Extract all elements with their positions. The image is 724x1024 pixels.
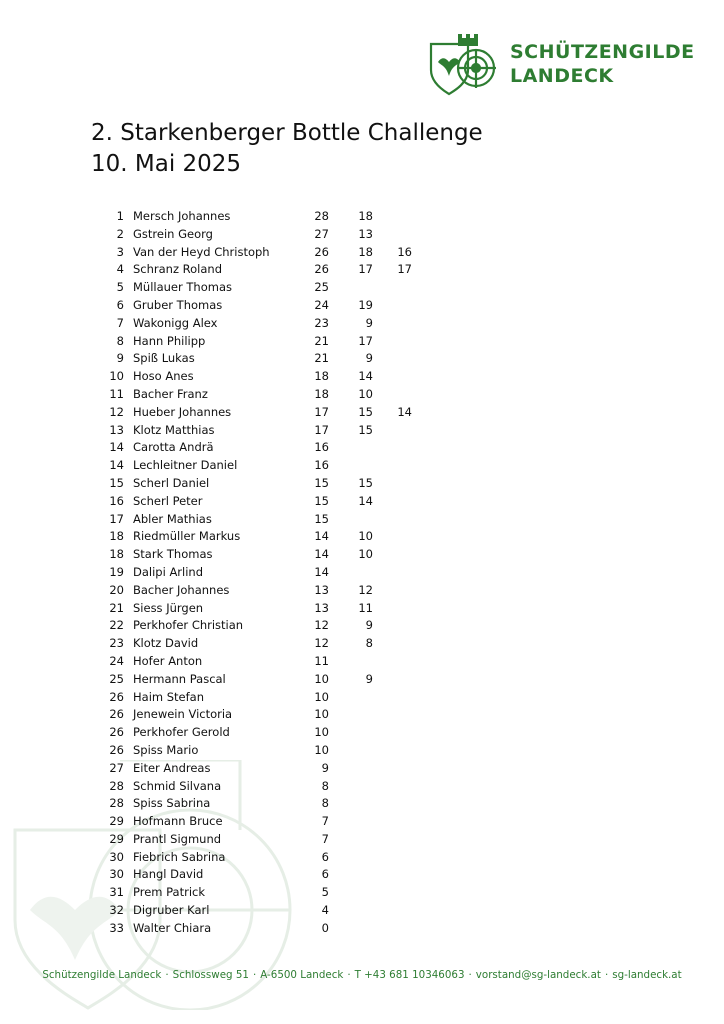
result-name: Stark Thomas — [133, 547, 213, 562]
result-name: Müllauer Thomas — [133, 280, 232, 295]
result-name: Klotz Matthias — [133, 422, 215, 437]
footer-separator: · — [468, 969, 472, 981]
result-score-1: 12 — [314, 636, 329, 651]
result-score-1: 14 — [314, 529, 329, 544]
result-name: Dalipi Arlind — [133, 564, 204, 579]
result-score-1: 4 — [321, 903, 329, 918]
result-score-2: 9 — [365, 618, 373, 633]
result-name: Klotz David — [133, 636, 199, 651]
result-score-2: 18 — [358, 209, 373, 223]
result-rank: 29 — [109, 831, 124, 846]
result-rank: 5 — [116, 280, 124, 295]
result-score-1: 23 — [314, 315, 329, 330]
result-rank: 14 — [109, 458, 124, 473]
result-rank: 21 — [109, 600, 124, 615]
result-name: Hueber Johannes — [133, 404, 232, 419]
page-title — [91, 118, 483, 180]
result-name: Schmid Silvana — [133, 778, 222, 793]
result-score-1: 15 — [314, 511, 329, 526]
result-score-1: 16 — [314, 458, 329, 473]
result-rank: 14 — [109, 440, 124, 455]
result-score-1: 13 — [314, 600, 329, 615]
footer-street: Schlossweg 51 — [172, 969, 249, 981]
footer-email[interactable]: vorstand@sg-landeck.at — [475, 969, 601, 981]
result-score-1: 10 — [314, 742, 329, 757]
result-rank: 28 — [109, 796, 124, 811]
result-score-1: 6 — [321, 849, 329, 864]
result-score-1: 15 — [314, 493, 329, 508]
result-score-2: 18 — [358, 244, 373, 259]
result-rank: 8 — [116, 333, 124, 348]
result-score-1: 10 — [314, 707, 329, 722]
result-rank: 2 — [116, 226, 124, 241]
result-name: Abler Mathias — [133, 511, 212, 526]
result-name: Perkhofer Christian — [133, 618, 244, 633]
club-crest-icon — [428, 32, 500, 98]
result-name: Walter Chiara — [133, 920, 212, 935]
result-rank: 33 — [109, 920, 124, 935]
result-score-1: 27 — [314, 226, 329, 241]
result-name: Spiß Lukas — [133, 351, 195, 366]
result-score-2: 9 — [365, 671, 373, 686]
result-score-1: 18 — [314, 369, 329, 384]
event-date: 10. Mai 2025 — [91, 151, 242, 177]
result-name: Scherl Daniel — [133, 475, 210, 490]
result-rank: 26 — [109, 707, 124, 722]
club-name — [510, 40, 695, 88]
result-name: Spiss Mario — [133, 742, 199, 757]
club-name-line1: SCHÜTZENGILDE — [510, 41, 695, 63]
result-rank: 1 — [116, 209, 124, 223]
result-rank: 19 — [109, 564, 124, 579]
footer-org: Schützengilde Landeck — [42, 969, 162, 981]
result-rank: 26 — [109, 725, 124, 740]
result-score-1: 8 — [321, 796, 329, 811]
footer — [0, 969, 724, 981]
result-score-1: 14 — [314, 564, 329, 579]
result-name: Haim Stefan — [133, 689, 205, 704]
result-rank: 3 — [116, 244, 124, 259]
result-rank: 7 — [116, 315, 124, 330]
result-score-1: 11 — [314, 653, 329, 668]
result-name: Hermann Pascal — [133, 671, 226, 686]
result-score-2: 14 — [358, 493, 373, 508]
result-score-2: 15 — [358, 475, 373, 490]
result-name: Mersch Johannes — [133, 209, 231, 223]
result-name: Riedmüller Markus — [133, 529, 241, 544]
footer-phone: T +43 681 10346063 — [354, 969, 465, 981]
result-score-2: 15 — [358, 422, 373, 437]
result-rank: 15 — [109, 475, 124, 490]
result-name: Digruber Karl — [133, 903, 210, 918]
result-name: Wakonigg Alex — [133, 315, 218, 330]
result-name: Lechleitner Daniel — [133, 458, 238, 473]
result-score-1: 17 — [314, 422, 329, 437]
result-name: Siess Jürgen — [133, 600, 204, 615]
result-rank: 6 — [116, 297, 124, 312]
result-name: Hangl David — [133, 867, 204, 882]
result-rank: 18 — [109, 529, 124, 544]
footer-separator: · — [252, 969, 257, 981]
result-score-2: 10 — [358, 547, 373, 562]
result-rank: 17 — [109, 511, 124, 526]
result-score-1: 13 — [314, 582, 329, 597]
result-rank: 26 — [109, 689, 124, 704]
result-score-2: 17 — [358, 262, 373, 277]
result-score-1: 12 — [314, 618, 329, 633]
result-rank: 13 — [109, 422, 124, 437]
result-rank: 24 — [109, 653, 124, 668]
result-score-2: 9 — [365, 315, 373, 330]
result-rank: 22 — [109, 618, 124, 633]
result-name: Prem Patrick — [133, 885, 206, 900]
result-rank: 30 — [109, 867, 124, 882]
result-rank: 32 — [109, 903, 124, 918]
result-rank: 9 — [116, 351, 124, 366]
result-score-1: 6 — [321, 867, 329, 882]
result-name: Bacher Johannes — [133, 582, 230, 597]
result-rank: 16 — [109, 493, 124, 508]
result-name: Gruber Thomas — [133, 297, 223, 312]
result-score-2: 13 — [358, 226, 373, 241]
result-score-1: 14 — [314, 547, 329, 562]
result-name: Fiebrich Sabrina — [133, 849, 226, 864]
result-name: Gstrein Georg — [133, 226, 213, 241]
result-name: Hann Philipp — [133, 333, 206, 348]
event-title: 2. Starkenberger Bottle Challenge — [91, 120, 483, 146]
result-score-3: 14 — [397, 404, 412, 419]
result-score-2: 10 — [358, 529, 373, 544]
result-rank: 28 — [109, 778, 124, 793]
result-score-2: 12 — [358, 582, 373, 597]
result-score-1: 17 — [314, 404, 329, 419]
result-score-2: 8 — [365, 636, 373, 651]
result-score-1: 15 — [314, 475, 329, 490]
result-name: Eiter Andreas — [133, 760, 211, 775]
result-score-1: 24 — [314, 297, 329, 312]
result-rank: 26 — [109, 742, 124, 757]
result-score-3: 16 — [397, 244, 412, 259]
result-rank: 31 — [109, 885, 124, 900]
result-rank: 11 — [109, 386, 124, 401]
footer-separator: · — [604, 969, 609, 981]
result-name: Bacher Franz — [133, 386, 208, 401]
result-score-1: 28 — [314, 209, 329, 223]
result-rank: 10 — [109, 369, 124, 384]
result-name: Hofer Anton — [133, 653, 203, 668]
result-rank: 4 — [116, 262, 124, 277]
result-score-2: 19 — [358, 297, 373, 312]
result-score-1: 7 — [321, 831, 329, 846]
result-score-1: 25 — [314, 280, 329, 295]
result-score-2: 17 — [358, 333, 373, 348]
result-score-2: 11 — [358, 600, 373, 615]
footer-separator: · — [347, 969, 351, 981]
club-logo — [428, 32, 708, 102]
result-score-1: 18 — [314, 386, 329, 401]
result-score-1: 10 — [314, 725, 329, 740]
result-name: Carotta Andrä — [133, 440, 214, 455]
result-score-1: 9 — [321, 760, 329, 775]
result-name: Perkhofer Gerold — [133, 725, 230, 740]
result-name: Scherl Peter — [133, 493, 203, 508]
result-score-1: 8 — [321, 778, 329, 793]
result-score-2: 9 — [365, 351, 373, 366]
result-score-1: 26 — [314, 244, 329, 259]
result-rank: 29 — [109, 814, 124, 829]
result-score-1: 7 — [321, 814, 329, 829]
result-score-2: 14 — [358, 369, 373, 384]
result-rank: 18 — [109, 547, 124, 562]
result-score-3: 17 — [397, 262, 412, 277]
result-rank: 25 — [109, 671, 124, 686]
result-score-1: 16 — [314, 440, 329, 455]
result-name: Jenewein Victoria — [133, 707, 233, 722]
club-name-line2: LANDECK — [510, 65, 614, 87]
result-name: Van der Heyd Christoph — [133, 244, 270, 259]
footer-web[interactable]: sg-landeck.at — [612, 969, 682, 981]
result-name: Hoso Anes — [133, 369, 194, 384]
result-score-1: 10 — [314, 671, 329, 686]
result-rank: 27 — [109, 760, 124, 775]
result-score-1: 26 — [314, 262, 329, 277]
result-score-1: 0 — [321, 920, 329, 935]
footer-city: A-6500 Landeck — [260, 969, 344, 981]
result-name: Schranz Roland — [133, 262, 223, 277]
result-name: Prantl Sigmund — [133, 831, 222, 846]
result-rank: 23 — [109, 636, 124, 651]
result-rank: 30 — [109, 849, 124, 864]
result-score-2: 10 — [358, 386, 373, 401]
result-score-1: 5 — [321, 885, 329, 900]
result-score-1: 10 — [314, 689, 329, 704]
result-score-1: 21 — [314, 351, 329, 366]
result-name: Hofmann Bruce — [133, 814, 223, 829]
result-name: Spiss Sabrina — [133, 796, 211, 811]
result-score-2: 15 — [358, 404, 373, 419]
result-score-1: 21 — [314, 333, 329, 348]
result-rank: 12 — [109, 404, 124, 419]
footer-separator: · — [165, 969, 169, 981]
result-rank: 20 — [109, 582, 124, 597]
